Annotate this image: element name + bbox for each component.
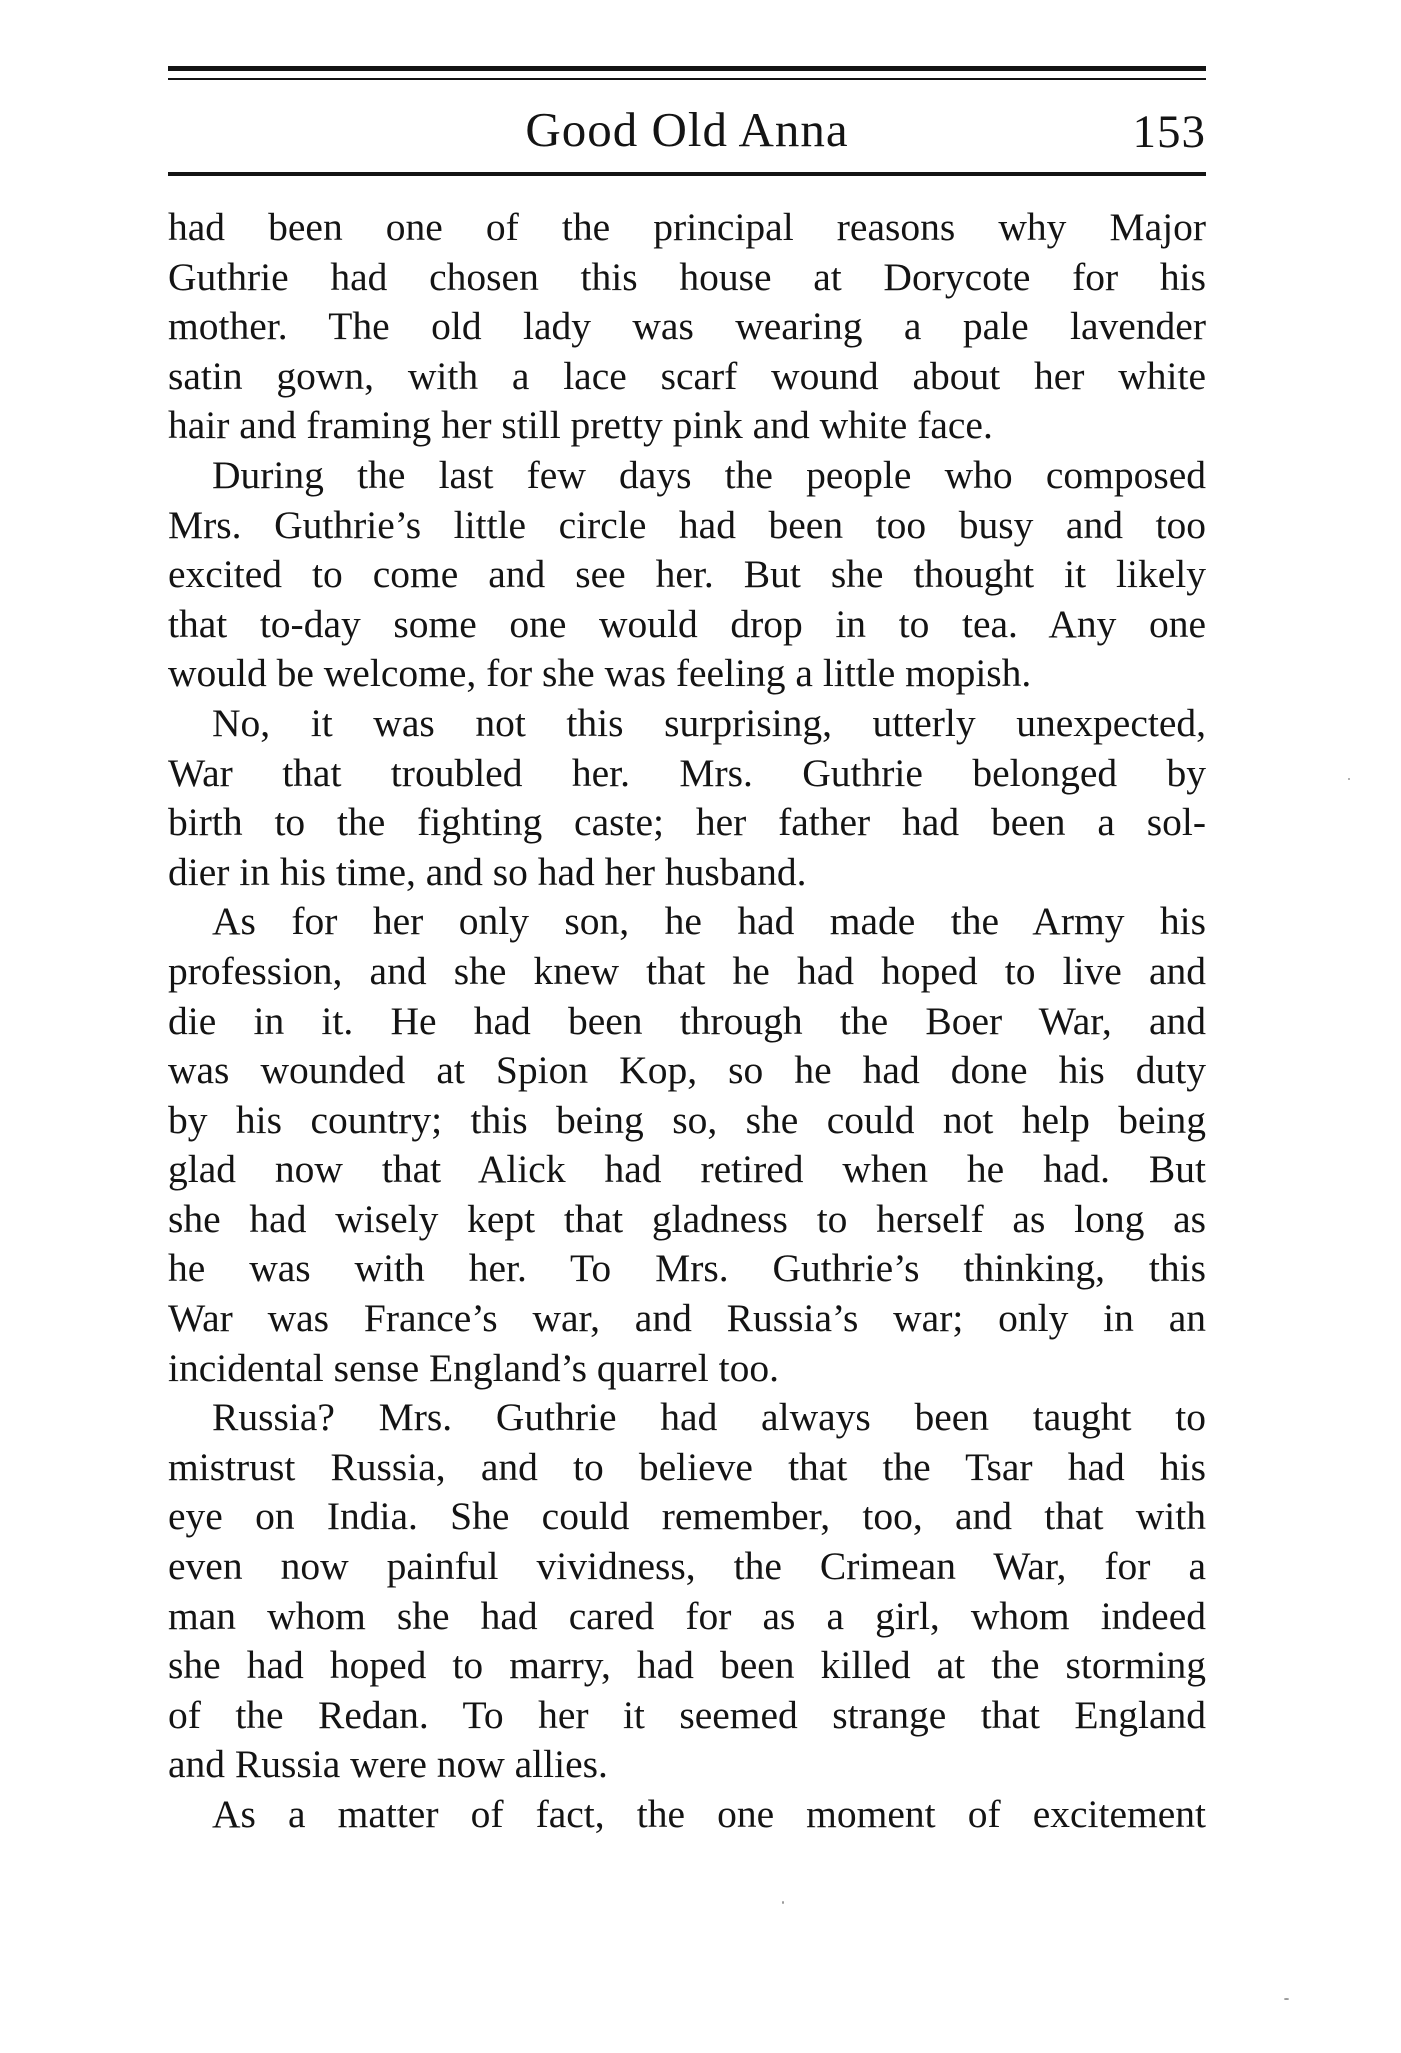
text-line: incidental sense England’s quarrel too. [168,1345,779,1390]
text-line: and Russia were now allies. [168,1742,608,1787]
text-line: by his country; this being so, she could not help being [168,1097,1206,1142]
text-line: Guthrie had chosen this house at Dorycote for his [168,254,1206,299]
header-top-thin-rule [168,78,1206,80]
text-line: mother. The old lady was wearing a pale lavender [168,304,1206,349]
header-bottom-rule [168,172,1206,176]
text-line: man whom she had cared for as a girl, whom indeed [168,1593,1206,1638]
text-line: No, it was not this surprising, utterly unexpected, [212,700,1206,745]
text-line: Mrs. Guthrie’s little circle had been too busy and too [168,502,1206,547]
text-line: dier in his time, and so had her husband. [168,849,807,894]
text-line: glad now that Alick had retired when he had. But [168,1147,1206,1192]
text-line: would be welcome, for she was feeling a little mopish. [168,651,1032,696]
running-head [168,100,1206,160]
header-top-rule [168,66,1206,71]
paper-speck [1348,778,1350,780]
text-line: she had hoped to marry, had been killed at the storming [168,1643,1206,1688]
text-line: hair and framing her still pretty pink and white face. [168,403,993,448]
text-line: satin gown, with a lace scarf wound about her white [168,353,1206,398]
text-line: During the last few days the people who composed [212,452,1206,497]
body-text [168,203,1206,1840]
text-line: he was with her. To Mrs. Guthrie’s thinking, this [168,1246,1206,1291]
paper-speck [782,1901,784,1904]
text-line: Russia? Mrs. Guthrie had always been taught to [212,1395,1206,1440]
text-line: War that troubled her. Mrs. Guthrie belonged by [168,750,1206,795]
text-line: that to-day some one would drop in to tea. Any one [168,601,1206,646]
text-line: excited to come and see her. But she thought it likely [168,552,1206,597]
page-number: 153 [1132,106,1206,158]
text-line: profession, and she knew that he had hoped to live and [168,948,1206,993]
text-line: even now painful vividness, the Crimean War, for a [168,1544,1206,1589]
text-line: eye on India. She could remember, too, and that with [168,1494,1206,1539]
text-line: birth to the fighting caste; her father had been a sol- [168,800,1206,845]
paper-speck [1284,1998,1289,2000]
text-line: she had wisely kept that gladness to herself as long as [168,1196,1206,1241]
text-line: War was France’s war, and Russia’s war; only in an [168,1296,1206,1341]
text-line: had been one of the principal reasons why Major [168,205,1206,249]
text-line: of the Redan. To her it seemed strange that England [168,1692,1206,1737]
text-line: was wounded at Spion Kop, so he had done his duty [168,1048,1206,1093]
text-line: As a matter of fact, the one moment of excitement [212,1792,1206,1836]
text-line: As for her only son, he had made the Army his [212,899,1206,944]
text-line: die in it. He had been through the Boer War, and [168,998,1206,1043]
text-line: mistrust Russia, and to believe that the Tsar had his [168,1444,1206,1489]
running-title: Good Old Anna [525,102,849,157]
